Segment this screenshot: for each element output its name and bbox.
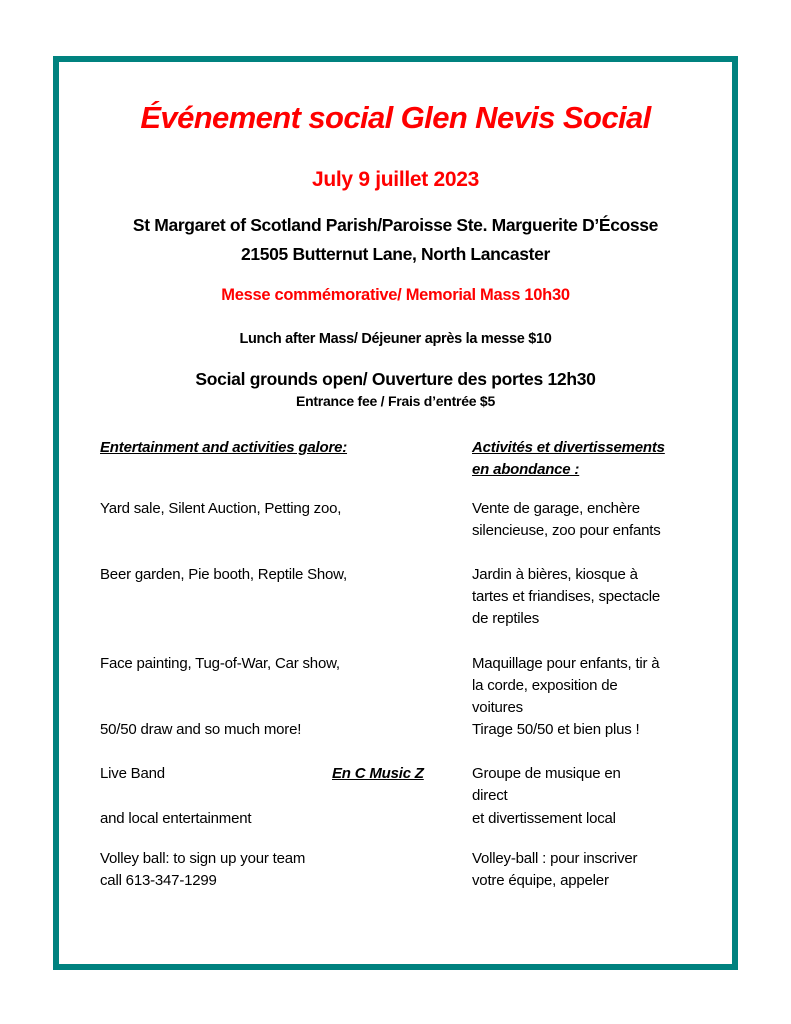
band-name: En C Music Z [332, 765, 424, 782]
parish-address: 21505 Butternut Lane, North Lancaster [241, 244, 550, 264]
french-item: tartes et friandises, spectacle [472, 588, 661, 605]
event-title: Événement social Glen Nevis Social [140, 100, 651, 135]
french-item: Tirage 50/50 et bien plus ! [472, 721, 640, 738]
lunch-info: Lunch after Mass/ Déjeuner après la messe $10 [239, 331, 552, 347]
french-item: de reptiles [472, 610, 540, 627]
french-item: Volley-ball : pour inscriver [472, 850, 638, 867]
french-item: Vente de garage, enchère [472, 500, 640, 517]
french-heading: en abondance : [472, 461, 580, 478]
grounds-open: Social grounds open/ Ouverture des portes 12h30 [195, 369, 596, 389]
french-heading: Activités et divertissements [472, 439, 665, 456]
french-item: Maquillage pour enfants, tir à [472, 655, 660, 672]
english-item: 50/50 draw and so much more! [100, 721, 302, 738]
french-item: Jardin à bières, kiosque à [472, 566, 638, 583]
english-item: and local entertainment [100, 810, 252, 827]
memorial-mass: Messe commémorative/ Memorial Mass 10h30 [221, 286, 570, 304]
parish-name: St Margaret of Scotland Parish/Paroisse Ste. Marguerite D’Écosse [132, 215, 659, 235]
french-item: la corde, exposition de [472, 677, 618, 694]
english-item: Volley ball: to sign up your team [100, 850, 306, 867]
french-item: votre équipe, appeler [472, 872, 609, 889]
phone-number: call 613-347-1299 [100, 872, 217, 889]
entrance-fee: Entrance fee / Frais d’entrée $5 [296, 393, 495, 409]
english-item: Live Band [100, 765, 165, 782]
french-item: silencieuse, zoo pour enfants [472, 522, 661, 539]
english-item: Beer garden, Pie booth, Reptile Show, [100, 566, 347, 583]
english-heading: Entertainment and activities galore: [100, 439, 348, 456]
event-date: July 9 juillet 2023 [311, 168, 480, 191]
french-item: direct [472, 787, 508, 804]
english-item: Face painting, Tug-of-War, Car show, [100, 655, 340, 672]
french-item: Groupe de musique en [472, 765, 621, 782]
english-item: Yard sale, Silent Auction, Petting zoo, [100, 500, 342, 517]
french-item: et divertissement local [472, 810, 616, 827]
french-item: voitures [472, 699, 523, 716]
